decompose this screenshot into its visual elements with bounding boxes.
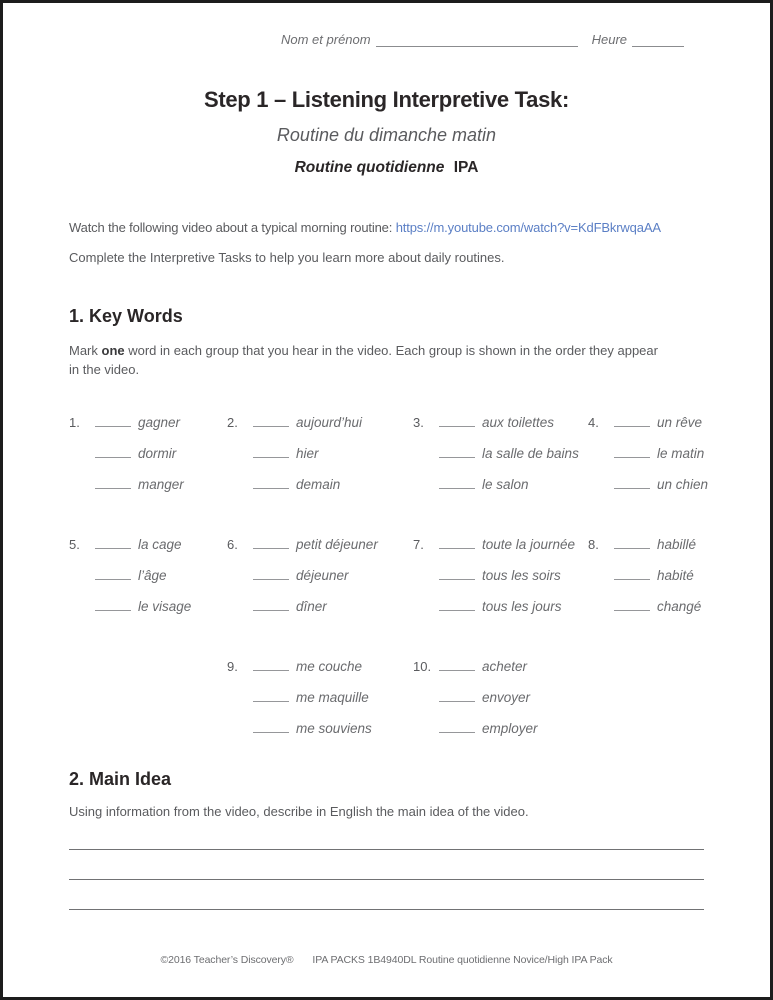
page-footer <box>3 954 770 966</box>
word-option <box>614 438 708 469</box>
answer-blank <box>614 610 650 611</box>
answer-blank <box>95 610 131 611</box>
answer-blank <box>439 426 475 427</box>
word-label: un rêve <box>657 415 703 430</box>
word-option <box>95 407 184 438</box>
word-label: me souviens <box>296 721 372 736</box>
answer-blank <box>253 701 289 702</box>
answer-blank <box>439 457 475 458</box>
word-label: dormir <box>138 446 177 461</box>
word-option <box>253 682 372 713</box>
answer-blank <box>439 488 475 489</box>
word-label: aujourd’hui <box>296 415 363 430</box>
intro-line-2: Complete the Interpretive Tasks to help you learn more about daily routines. <box>69 250 505 265</box>
answer-blank <box>439 610 475 611</box>
word-option <box>439 591 575 622</box>
answer-line <box>69 909 704 910</box>
word-option <box>253 407 362 438</box>
word-group-2 <box>227 407 413 500</box>
section-2-heading: 2. Main Idea <box>69 769 172 789</box>
word-option <box>253 529 378 560</box>
word-group-6 <box>227 529 413 622</box>
word-label: me couche <box>296 659 363 674</box>
word-label: employer <box>482 721 538 736</box>
group-number: 9. <box>227 659 238 674</box>
answer-blank <box>439 701 475 702</box>
word-label: un chien <box>657 477 709 492</box>
word-option <box>253 560 378 591</box>
intro-text: Watch the following video about a typical morning routine: <box>69 220 396 235</box>
word-label: hier <box>296 446 319 461</box>
answer-blank <box>253 426 289 427</box>
word-option <box>439 713 538 744</box>
hour-write-line <box>632 31 684 47</box>
answer-blank <box>614 426 650 427</box>
answer-line <box>69 879 704 880</box>
answer-blank <box>95 488 131 489</box>
word-label: le visage <box>138 599 192 614</box>
word-option <box>439 438 579 469</box>
group-number: 4. <box>588 415 599 430</box>
word-option <box>614 469 708 500</box>
answer-blank <box>253 670 289 671</box>
section-1-instructions <box>69 341 669 379</box>
answer-blank <box>95 457 131 458</box>
word-option <box>253 591 378 622</box>
answer-blank <box>614 457 650 458</box>
word-option <box>614 560 701 591</box>
answer-blank <box>439 670 475 671</box>
hour-label: Heure <box>591 32 628 47</box>
word-option <box>95 529 191 560</box>
group-number: 7. <box>413 537 424 552</box>
word-option <box>614 407 708 438</box>
word-group-9 <box>227 651 413 744</box>
answer-blank <box>253 457 289 458</box>
answer-blank <box>253 488 289 489</box>
instructions-bold: one <box>101 343 125 358</box>
answer-blank <box>95 548 131 549</box>
answer-line <box>69 849 704 850</box>
name-write-line <box>376 31 578 47</box>
word-option <box>439 560 575 591</box>
word-label: le salon <box>482 477 529 492</box>
answer-blank <box>253 732 289 733</box>
video-link[interactable]: https://m.youtube.com/watch?v=KdFBkrwqaAA <box>395 220 661 235</box>
word-option <box>253 651 372 682</box>
word-option <box>95 560 191 591</box>
word-option <box>253 438 362 469</box>
answer-blank <box>614 548 650 549</box>
group-number: 8. <box>588 537 599 552</box>
word-option <box>614 529 701 560</box>
word-label: la salle de bains <box>482 446 579 461</box>
word-label: me maquille <box>296 690 369 705</box>
word-group-7 <box>413 529 588 622</box>
answer-blank <box>614 579 650 580</box>
answer-blank <box>439 548 475 549</box>
word-label: dîner <box>296 599 327 614</box>
group-number: 3. <box>413 415 424 430</box>
intro-line-1 <box>69 220 661 235</box>
word-label: tous les soirs <box>482 568 561 583</box>
subtitle-french: Routine quotidienne <box>294 159 445 176</box>
word-label: aux toilettes <box>482 415 555 430</box>
group-number: 10. <box>413 659 432 674</box>
word-option <box>253 713 372 744</box>
word-option <box>439 469 579 500</box>
group-number: 1. <box>69 415 80 430</box>
word-group-4 <box>588 407 711 500</box>
word-label: changé <box>657 599 702 614</box>
group-number: 5. <box>69 537 80 552</box>
answer-blank <box>614 488 650 489</box>
word-option <box>253 469 362 500</box>
word-label: petit déjeuner <box>296 537 378 552</box>
word-label: la cage <box>138 537 182 552</box>
page-subtitle-2 <box>3 159 770 177</box>
answer-blank <box>95 579 131 580</box>
name-label: Nom et prénom <box>281 32 371 47</box>
word-label: toute la journée <box>482 537 576 552</box>
answer-blank <box>253 548 289 549</box>
name-hour-header <box>281 31 706 47</box>
word-label: déjeuner <box>296 568 349 583</box>
answer-lines <box>69 849 704 939</box>
word-label: habillé <box>657 537 697 552</box>
instructions-pre: Mark <box>69 343 102 358</box>
word-label: tous les jours <box>482 599 562 614</box>
word-group-10 <box>413 651 588 744</box>
subtitle-ipa: IPA <box>453 159 479 176</box>
section-2-instructions: Using information from the video, describe in English the main idea of the video. <box>69 804 529 819</box>
answer-blank <box>439 732 475 733</box>
word-option <box>439 529 575 560</box>
word-option <box>95 438 184 469</box>
answer-blank <box>439 579 475 580</box>
word-group-3 <box>413 407 588 500</box>
footer-product-code: IPA PACKS 1B4940DL Routine quotidienne Novice/High IPA Pack <box>312 954 613 966</box>
word-label: le matin <box>657 446 705 461</box>
word-label: demain <box>296 477 341 492</box>
word-group-1 <box>69 407 227 500</box>
word-option <box>95 469 184 500</box>
word-option <box>95 591 191 622</box>
word-label: l’âge <box>138 568 167 583</box>
word-group-row-2 <box>69 529 711 622</box>
word-group-row-3 <box>69 651 711 744</box>
answer-blank <box>253 579 289 580</box>
group-number: 6. <box>227 537 238 552</box>
word-label: manger <box>138 477 184 492</box>
word-option <box>439 682 538 713</box>
word-label: gagner <box>138 415 181 430</box>
word-group-8 <box>588 529 711 622</box>
word-label: envoyer <box>482 690 531 705</box>
footer-copyright: ©2016 Teacher’s Discovery® <box>160 954 294 966</box>
word-option <box>614 591 701 622</box>
answer-blank <box>253 610 289 611</box>
group-number: 2. <box>227 415 238 430</box>
instructions-post: word in each group that you hear in the video. Each group is shown in the order they appear in the video. <box>69 343 658 377</box>
section-1-heading: 1. Key Words <box>69 306 183 326</box>
word-group-row-1 <box>69 407 711 500</box>
word-option <box>439 651 538 682</box>
page-subtitle: Routine du dimanche matin <box>276 125 497 145</box>
word-label: habité <box>657 568 694 583</box>
answer-blank <box>95 426 131 427</box>
page-title: Step 1 – Listening Interpretive Task: <box>203 87 570 112</box>
word-group-5 <box>69 529 227 622</box>
word-option <box>439 407 579 438</box>
word-label: acheter <box>482 659 528 674</box>
